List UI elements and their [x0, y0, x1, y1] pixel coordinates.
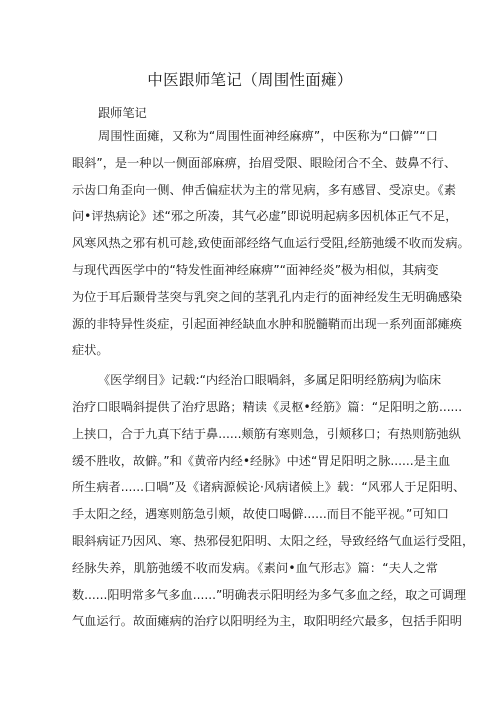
paragraph-line: 源的非特异性炎症，引起面神经缺血水肿和脱髓鞘而出现一系列面部瘫痪: [72, 316, 462, 331]
paragraph-line: 数......阳明常多气多血......”明确表示阳明经为多气多血之经，取之可调理: [72, 587, 467, 602]
paragraph-line: 问•评热病论》述“邪之所凑，其气必虚”即说明起病多因机体正气不足，: [72, 209, 458, 224]
document-subtitle: 跟师笔记: [98, 106, 147, 120]
paragraph-line: 示齿口角歪向一侧、伸舌偏症状为主的常见病，多有感冒、受凉史。《素: [72, 182, 456, 197]
document-body: [72, 123, 475, 635]
paragraph-line: 《医学纲目》记载:“内经治口眼喎斜，多属足阳明经筋病J为临床: [98, 373, 442, 388]
paragraph-line: 周围性面瘫，又称为“周围性面神经麻痹”，中医称为“口僻”“口: [98, 129, 438, 143]
paragraph-line: 眼斜”，是一种以一侧面部麻痹，抬眉受限、眼睑闭合不全、鼓鼻不行、: [72, 155, 457, 170]
paragraph-line: 所生病者......口喎”及《诸病源候论·风病诸候上》载：“风邪人于足阳明、: [72, 480, 466, 495]
paragraph-line: 与现代西医学中的“特发性面神经麻痹”“面神经炎”极为相似，其病变: [72, 262, 439, 277]
paragraph-line: 手太阳之经，遇寒则筋急引颊，故使口喝僻......而目不能平视。”可知口: [72, 507, 449, 522]
paragraph-line: 上挟口，合于九真下结于鼻......颊筋有寒则急，引颊移口；有热则筋弛纵: [72, 426, 461, 441]
paragraph-line: 风寒风热之邪有机可趁,致使面部经络气血运行受阻,经筋弛缓不收而发病。: [72, 236, 470, 251]
document-title: 中医跟师笔记（周围性面瘫）: [147, 71, 353, 89]
paragraph-2: [72, 367, 475, 635]
paragraph-line: 为位于耳后颞骨茎突与乳突之间的茎乳孔内走行的面神经发生无明确感染: [72, 289, 462, 304]
paragraph-line: 气血运行。故面瘫病的治疗以阳明经为主，取阳明经穴最多，包括手阳明: [72, 614, 462, 629]
paragraph-1: [72, 123, 470, 364]
paragraph-line: 眼斜病证乃因风、寒、热邪侵犯阳明、太阳之经，导致经络气血运行受阻，: [72, 533, 475, 548]
paragraph-line: 治疗口眼喎斜提供了治疗思路；精读《灵枢•经筋》篇：“足阳明之筋......: [72, 399, 463, 414]
paragraph-line: 缓不胜收，故僻。”和《黄帝内经•经脉》中述“胃足阳明之脉......是主血: [72, 453, 451, 468]
paragraph-line: 症状。: [72, 343, 109, 358]
paragraph-line: 经脉失养，肌筋弛缓不收而发病。《素问•血气形志》篇：“夫人之常: [72, 560, 438, 575]
